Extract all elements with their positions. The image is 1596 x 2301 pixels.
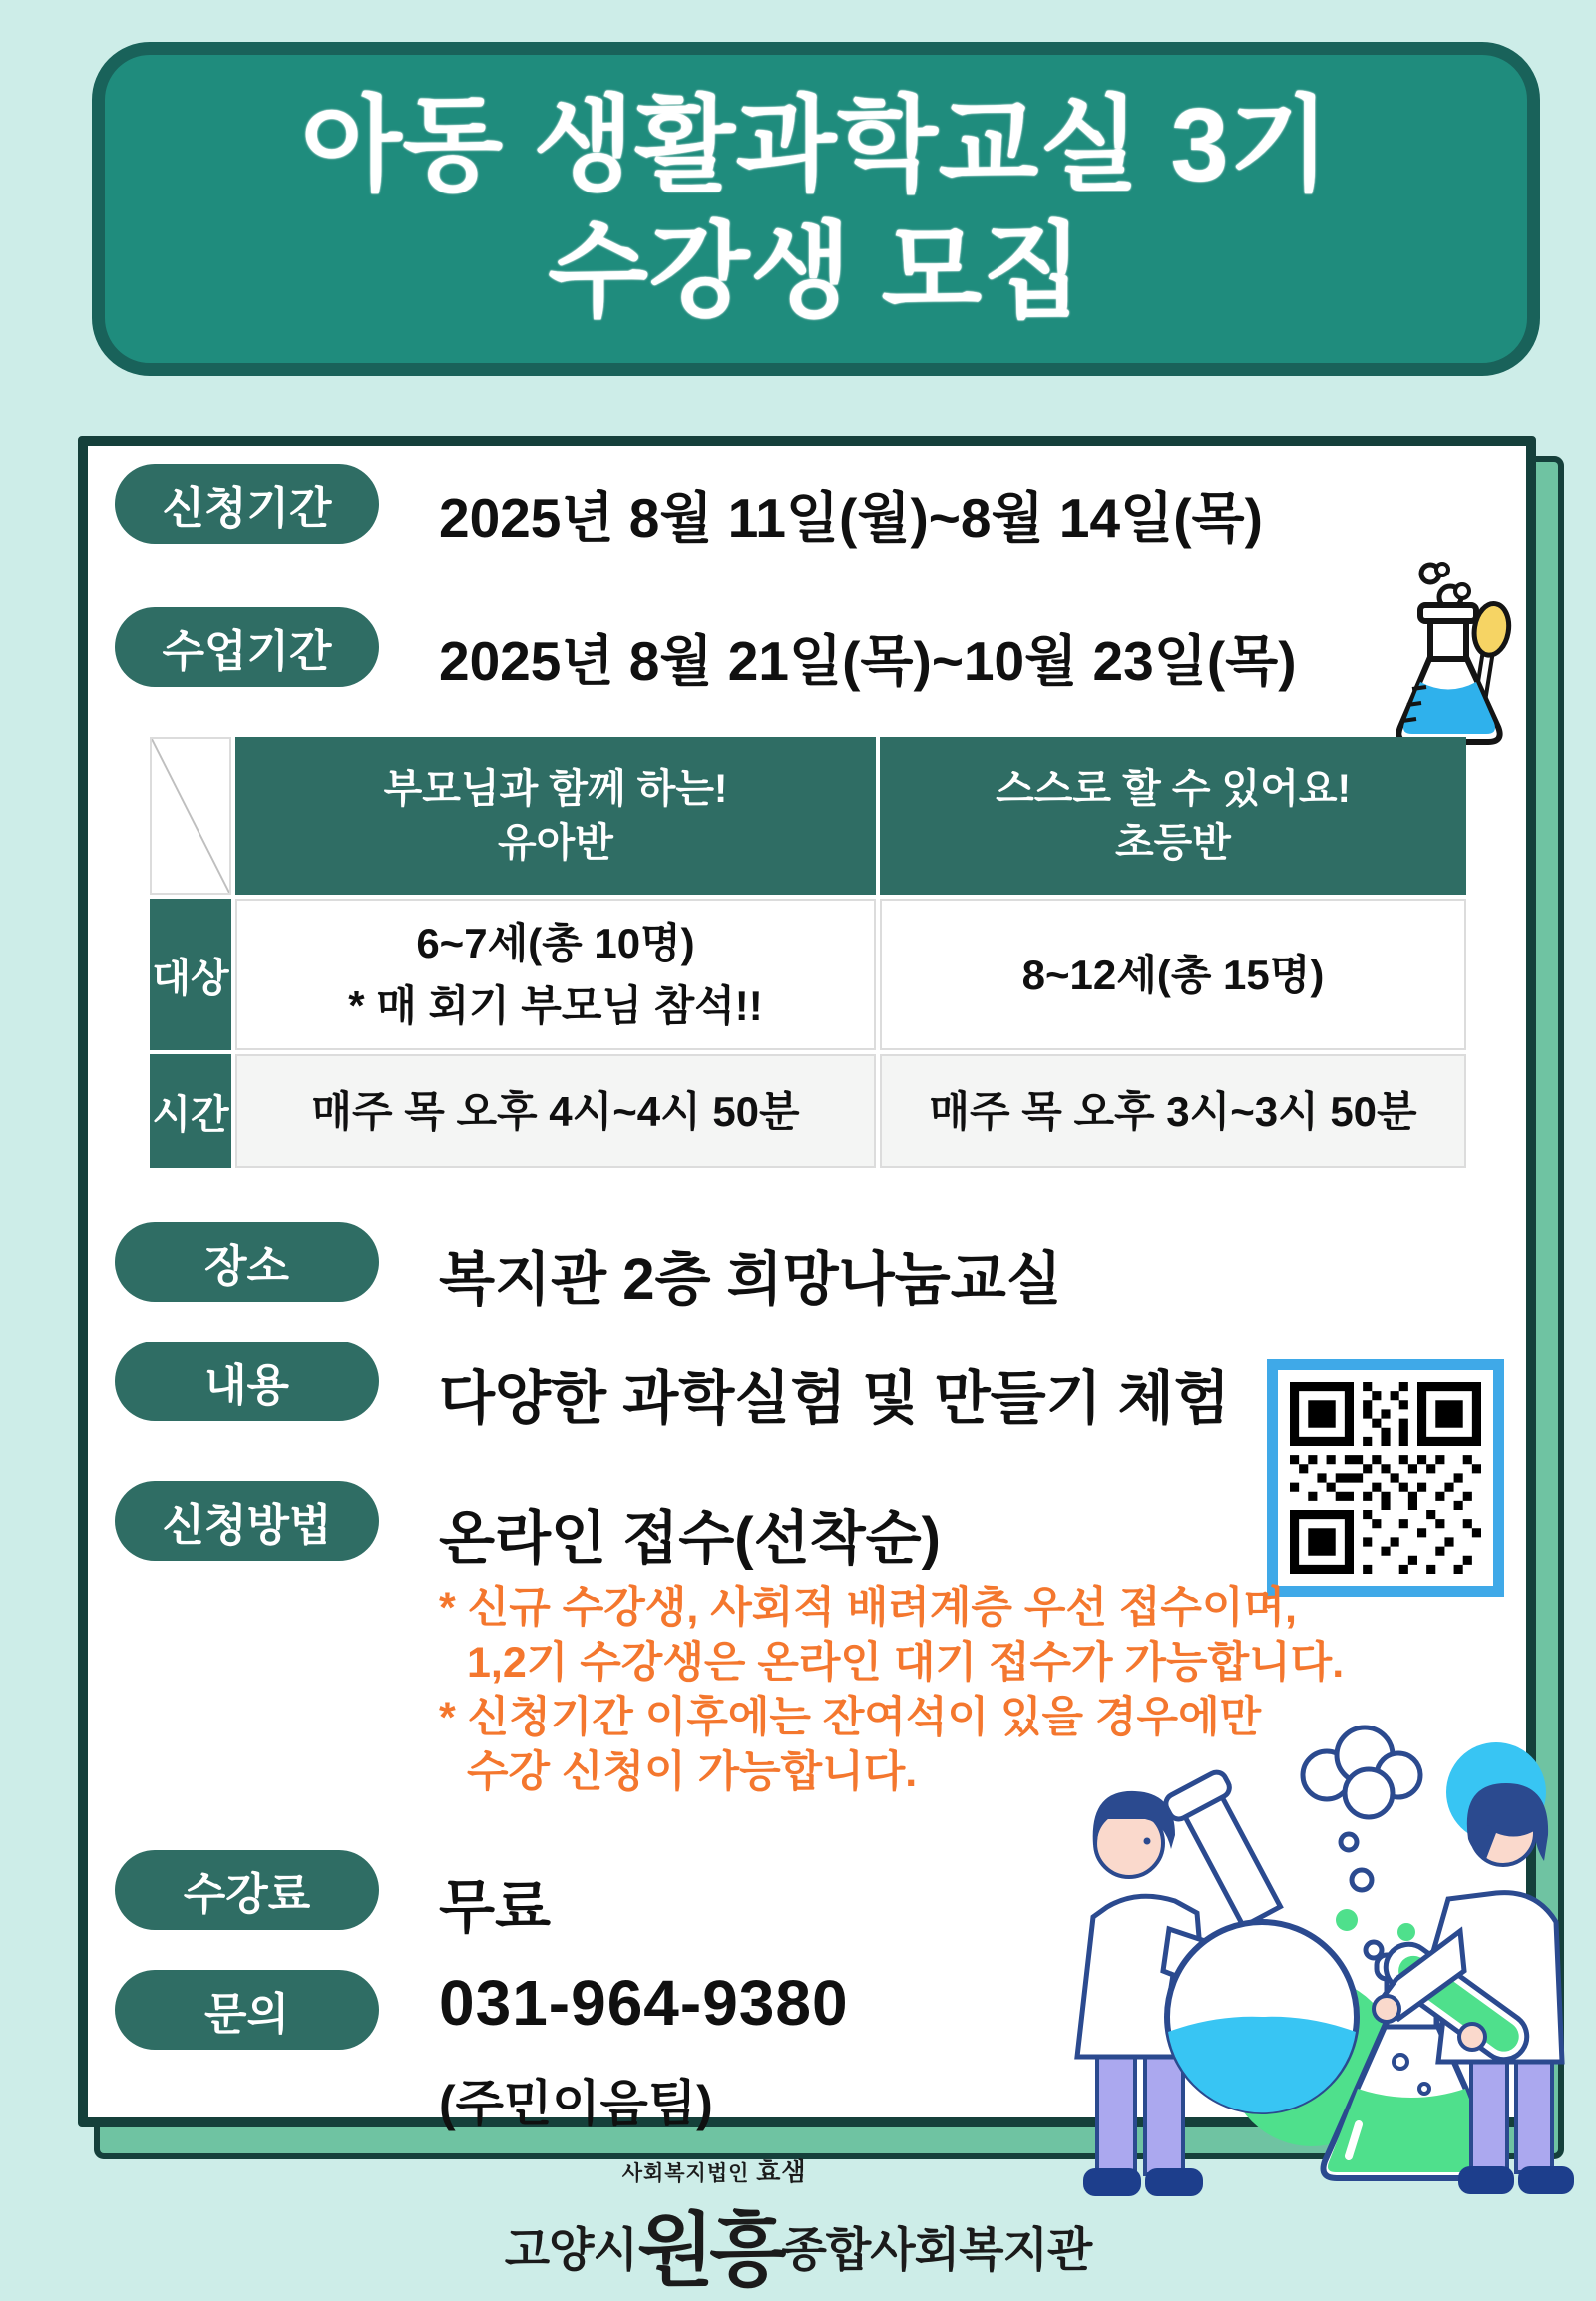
fee-value: 무료 [439, 1875, 552, 1940]
target-infant-cell [235, 899, 876, 1050]
fee-label: 수강료 [115, 1850, 379, 1930]
place-value: 복지관 2층 희망나눔교실 [439, 1247, 1062, 1312]
table-header-infant [235, 737, 876, 895]
time-elementary-cell: 매주 목 오후 3시~3시 50분 [880, 1054, 1466, 1168]
apply-method-label: 신청방법 [115, 1481, 379, 1561]
flask-icon [1383, 558, 1532, 762]
infant-header-line1: 부모님과 함께 하는! [383, 767, 728, 811]
note-line1: * 신규 수강생, 사회적 배려계층 우선 접수이며, [439, 1584, 1297, 1632]
target-infant-line2: * 매 회기 부모님 참석!! [348, 982, 763, 1029]
class-table [150, 737, 1466, 1168]
note-line4: 수강 신청이 가능합니다. [467, 1748, 918, 1797]
org-name-suffix: 종합사회복지관 [781, 2223, 1092, 2276]
org-foundation-brand: 효샘 [756, 2158, 807, 2186]
apply-method-value: 온라인 접수(선착순) [439, 1506, 941, 1571]
qr-code [1267, 1359, 1504, 1597]
elementary-header-line2: 초등반 [1115, 821, 1231, 865]
content-value: 다양한 과학실험 및 만들기 체험 [439, 1366, 1230, 1431]
target-infant-line1: 6~7세(총 10명) [416, 920, 695, 966]
time-infant-cell: 매주 목 오후 4시~4시 50분 [235, 1054, 876, 1168]
poster-title-box [92, 42, 1540, 376]
smoke-cloud [1303, 1727, 1420, 1958]
apply-period-value: 2025년 8월 11일(월)~8월 14일(목) [439, 487, 1263, 549]
poster-title-line1: 아동 생활과학교실 3기 [301, 87, 1331, 203]
table-header-elementary [880, 737, 1466, 895]
org-foundation-prefix: 사회복지법인 [621, 2162, 750, 2185]
note-line2: 1,2기 수강생은 온라인 대기 접수가 가능합니다. [467, 1639, 1345, 1688]
org-name-brand: 원흥 [636, 2206, 782, 2295]
elementary-header-line1: 스스로 할 수 있어요! [996, 767, 1351, 811]
table-row-target-label: 대상 [150, 899, 231, 1050]
contact-phone: 031-964-9380 [439, 1967, 849, 2039]
org-name-prefix: 고양시 [504, 2223, 637, 2276]
infant-header-line2: 유아반 [498, 821, 613, 865]
contact-label: 문의 [115, 1970, 379, 2050]
class-period-label: 수업기간 [115, 607, 379, 687]
note-line3: * 신청기간 이후에는 잔여석이 있을 경우에만 [439, 1694, 1262, 1742]
apply-period-label: 신청기간 [115, 464, 379, 544]
class-period-value: 2025년 8월 21일(목)~10월 23일(목) [439, 630, 1297, 692]
diagonal-line [152, 739, 229, 893]
target-elementary-cell: 8~12세(총 15명) [880, 899, 1466, 1050]
table-corner-cell [150, 737, 231, 895]
content-label: 내용 [115, 1342, 379, 1421]
place-label: 장소 [115, 1222, 379, 1302]
contact-team: (주민이음팀) [439, 2076, 713, 2131]
poster-title-line2: 수강생 모집 [548, 213, 1084, 330]
scientists-illustration [978, 1718, 1586, 2221]
table-row-time-label: 시간 [150, 1054, 231, 1168]
qr-pattern [1290, 1382, 1481, 1574]
